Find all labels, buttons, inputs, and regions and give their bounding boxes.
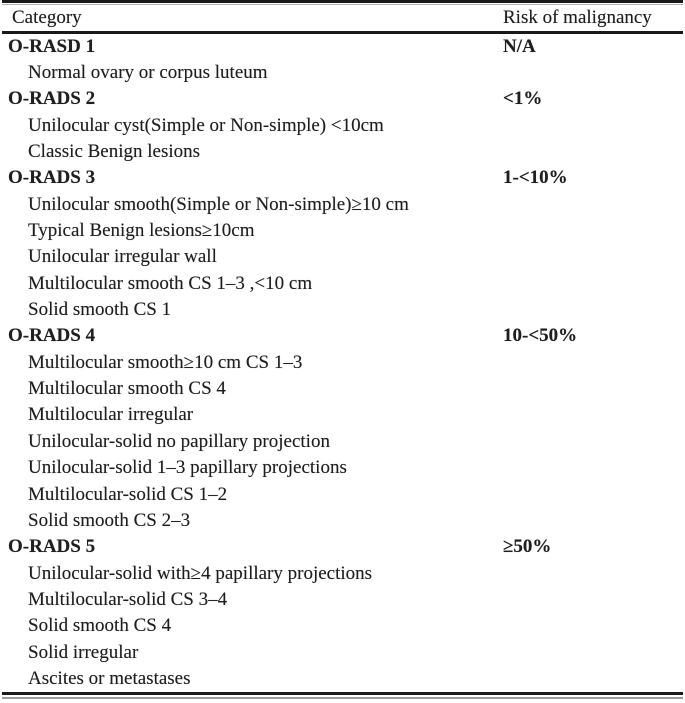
category-cell: Multilocular smooth≥10 cm CS 1–3 — [28, 351, 303, 373]
risk-cell: ≥50% — [503, 536, 552, 558]
category-cell: Solid irregular — [28, 641, 139, 663]
table-row — [0, 192, 685, 218]
category-cell: Unilocular smooth(Simple or Non-simple)≥10 cm — [28, 193, 409, 215]
table-row — [0, 323, 685, 349]
table-bottom-border — [2, 692, 683, 699]
category-cell: Unilocular-solid 1–3 papillary projections — [28, 457, 347, 479]
table-row — [0, 376, 685, 402]
table-row — [0, 297, 685, 323]
category-cell: Solid smooth CS 1 — [28, 299, 172, 321]
table-row — [0, 455, 685, 481]
category-cell: Multilocular smooth CS 1–3 ,<10 cm — [28, 272, 313, 294]
category-cell: O-RADS 4 — [8, 325, 96, 347]
table-row — [0, 560, 685, 586]
risk-cell: N/A — [503, 35, 536, 57]
category-cell: O-RADS 3 — [8, 167, 96, 189]
category-cell: Classic Benign lesions — [28, 141, 201, 163]
category-cell: Multilocular smooth CS 4 — [28, 378, 226, 400]
table-row — [0, 481, 685, 507]
category-cell: Unilocular irregular wall — [28, 246, 217, 268]
category-cell: Unilocular-solid no papillary projection — [28, 430, 330, 452]
category-cell: Multilocular-solid CS 3–4 — [28, 588, 228, 610]
table-row — [0, 165, 685, 191]
column-header-category: Category — [12, 7, 82, 28]
risk-cell: <1% — [503, 88, 543, 110]
table-row — [0, 429, 685, 455]
category-cell: O-RADS 5 — [8, 536, 96, 558]
risk-cell: 1-<10% — [503, 167, 568, 189]
category-cell: Unilocular-solid with≥4 papillary projections — [28, 562, 373, 584]
table-row — [0, 244, 685, 270]
category-cell: Ascites or metastases — [28, 667, 191, 689]
table-row — [0, 534, 685, 560]
category-cell: Normal ovary or corpus luteum — [28, 62, 268, 84]
table-row — [0, 60, 685, 86]
category-cell: Unilocular cyst(Simple or Non-simple) <10cm — [28, 114, 384, 136]
table-row — [0, 508, 685, 534]
table-row — [0, 86, 685, 112]
category-cell: O-RASD 1 — [8, 35, 96, 57]
table-row — [0, 271, 685, 297]
category-cell: O-RADS 2 — [8, 88, 96, 110]
table-row — [0, 218, 685, 244]
table-row — [0, 587, 685, 613]
category-cell: Multilocular irregular — [28, 404, 194, 426]
table-row — [0, 350, 685, 376]
table-row — [0, 613, 685, 639]
risk-cell: 10-<50% — [503, 325, 578, 347]
table-row — [0, 34, 685, 60]
category-cell: Solid smooth CS 2–3 — [28, 509, 191, 531]
table-body — [0, 34, 685, 693]
column-header-risk-of-malignancy: Risk of malignancy — [503, 7, 652, 28]
table-row — [0, 666, 685, 692]
category-cell: Solid smooth CS 4 — [28, 615, 172, 637]
table-header-row — [0, 5, 685, 31]
table-row — [0, 639, 685, 665]
table-row — [0, 113, 685, 139]
category-cell: Multilocular-solid CS 1–2 — [28, 483, 228, 505]
table-row — [0, 139, 685, 165]
table-row — [0, 402, 685, 428]
category-cell: Typical Benign lesions≥10cm — [28, 220, 255, 242]
